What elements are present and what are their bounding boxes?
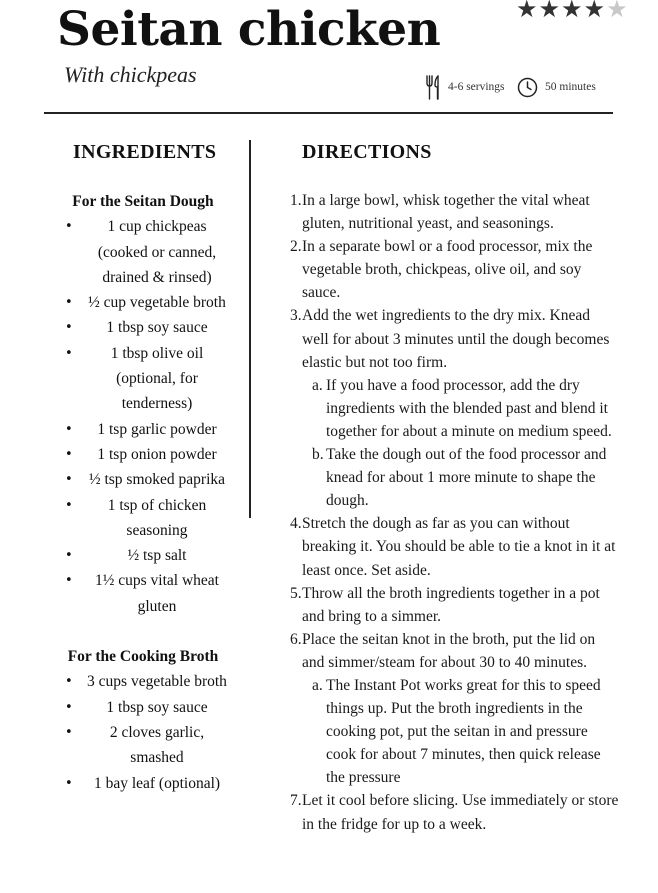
step-text: Take the dough out of the food processor and knead for about 1 more minute to shape the dough.: [326, 446, 607, 510]
step-text: If you have a food processor, add the dry ingredients with the blended past and blend it together for about a minute on medium speed.: [326, 376, 612, 440]
bullet-icon: •: [65, 345, 73, 361]
recipe-subtitle: With chickpeas: [64, 62, 197, 87]
time-info: [517, 74, 596, 100]
ingredient-item: [58, 695, 228, 720]
bullet-icon: •: [65, 674, 73, 690]
ingredient-text: ½ cup vegetable broth: [88, 294, 226, 312]
recipe-title: Seitan chicken: [57, 2, 441, 57]
direction-substep: [290, 443, 620, 512]
ingredient-text: 1½ cups vital wheat gluten: [95, 572, 219, 615]
ingredient-text: ½ tsp smoked paprika: [88, 471, 226, 489]
star-empty-icon: ★: [606, 0, 628, 23]
ingredient-text: 1 bay leaf (optional): [93, 774, 221, 792]
clock-icon: [517, 77, 538, 98]
star-rating: [516, 0, 628, 22]
step-number: 7.: [290, 792, 302, 810]
step-text: The Instant Pot works great for this to speed things up. Put the broth ingredients in the cooking pot, put the seitan in and pressure cook for about 7 minutes, then quick release the pressure: [326, 676, 601, 787]
ingredient-text: 3 cups vegetable broth: [87, 673, 227, 691]
direction-substep: [290, 674, 620, 789]
servings-info: [425, 74, 505, 100]
ingredient-text: 1 cup chickpeas (cooked or canned, drained & rinsed): [97, 218, 217, 286]
ingredient-item: [58, 493, 228, 544]
ingredient-group-title: For the Cooking Broth: [67, 648, 219, 666]
ingredient-item: [58, 341, 228, 417]
ingredient-item: [58, 543, 228, 568]
bullet-icon: •: [65, 548, 73, 564]
time-text: 50 minutes: [545, 81, 596, 93]
ingredient-text: 1 tbsp olive oil (optional, for tenderness): [110, 344, 204, 413]
step-number: 4.: [290, 515, 302, 533]
ingredient-item: [58, 315, 228, 340]
bullet-icon: •: [65, 497, 73, 513]
step-text: Add the wet ingredients to the dry mix. Knead well for about 3 minutes until the dough becomes elastic but not too firm.: [302, 307, 610, 371]
bullet-icon: •: [65, 699, 73, 715]
step-number: 5.: [290, 584, 302, 602]
star-filled-icon: ★: [538, 0, 561, 23]
ingredient-group-title: For the Seitan Dough: [72, 193, 214, 210]
step-number: 2.: [290, 238, 302, 256]
star-filled-icon: ★: [516, 0, 538, 23]
fork-knife-icon: [425, 74, 441, 100]
direction-step: [290, 304, 620, 373]
step-text: In a large bowl, whisk together the vital wheat gluten, nutritional yeast, and seasonings.: [302, 192, 590, 233]
bullet-icon: •: [65, 724, 73, 740]
bullet-icon: •: [65, 320, 73, 336]
ingredient-group-list: [58, 214, 228, 619]
step-text: Let it cool before slicing. Use immediately or store in the fridge for up to a week.: [302, 792, 619, 833]
ingredient-item: [58, 442, 228, 467]
step-number: a.: [312, 676, 323, 694]
bullet-icon: •: [65, 446, 73, 462]
star-filled-icon: ★: [561, 0, 583, 23]
ingredient-item: [58, 290, 228, 315]
servings-text: 4-6 servings: [448, 81, 505, 93]
directions-list: [290, 189, 620, 836]
direction-step: [290, 582, 620, 628]
step-text: Throw all the broth ingredients together in a pot and bring to a simmer.: [302, 584, 600, 625]
ingredient-text: ½ tsp salt: [127, 547, 187, 565]
step-number: 6.: [290, 630, 302, 648]
ingredient-item: [58, 214, 228, 290]
direction-step: [290, 628, 620, 674]
step-text: Stretch the dough as far as you can without breaking it. You should be able to tie a knot in it at least once. Set aside.: [302, 515, 616, 579]
step-number: 3.: [290, 307, 302, 325]
step-number: b.: [312, 446, 324, 464]
bullet-icon: •: [65, 775, 73, 791]
ingredient-item: [58, 669, 228, 694]
ingredient-text: 1 tbsp soy sauce: [106, 698, 208, 716]
ingredient-text: 1 tbsp soy sauce: [106, 319, 208, 337]
ingredient-item: [58, 568, 228, 619]
ingredient-item: [58, 771, 228, 796]
direction-step: [290, 189, 620, 235]
step-number: a.: [312, 376, 323, 394]
bullet-icon: •: [65, 573, 73, 589]
ingredients-heading: INGREDIENTS: [73, 141, 217, 163]
ingredient-text: 1 tsp onion powder: [97, 445, 217, 463]
ingredient-text: 1 tsp garlic powder: [97, 420, 217, 438]
ingredient-item: [58, 467, 228, 492]
ingredient-text: 1 tsp of chicken seasoning: [107, 496, 207, 539]
bullet-icon: •: [65, 472, 73, 488]
direction-step: [290, 789, 620, 835]
step-text: In a separate bowl or a food processor, mix the vegetable broth, chickpeas, olive oil, and soy sauce.: [302, 238, 593, 302]
direction-substep: [290, 374, 620, 443]
header-divider: [44, 112, 613, 114]
direction-step: [290, 235, 620, 304]
ingredient-group-list: [58, 669, 228, 795]
ingredients-list: [58, 189, 228, 796]
step-number: 1.: [290, 192, 302, 209]
ingredient-item: [58, 720, 228, 771]
step-text: Place the seitan knot in the broth, put the lid on and simmer/steam for about 30 to 40 minutes.: [302, 630, 596, 671]
ingredient-item: [58, 417, 228, 442]
ingredient-text: 2 cloves garlic, smashed: [109, 723, 205, 767]
star-filled-icon: ★: [583, 0, 606, 23]
bullet-icon: •: [65, 295, 73, 311]
column-divider: [249, 140, 251, 518]
bullet-icon: •: [65, 219, 73, 235]
bullet-icon: •: [65, 421, 73, 437]
direction-step: [290, 512, 620, 581]
directions-heading: DIRECTIONS: [302, 141, 432, 163]
